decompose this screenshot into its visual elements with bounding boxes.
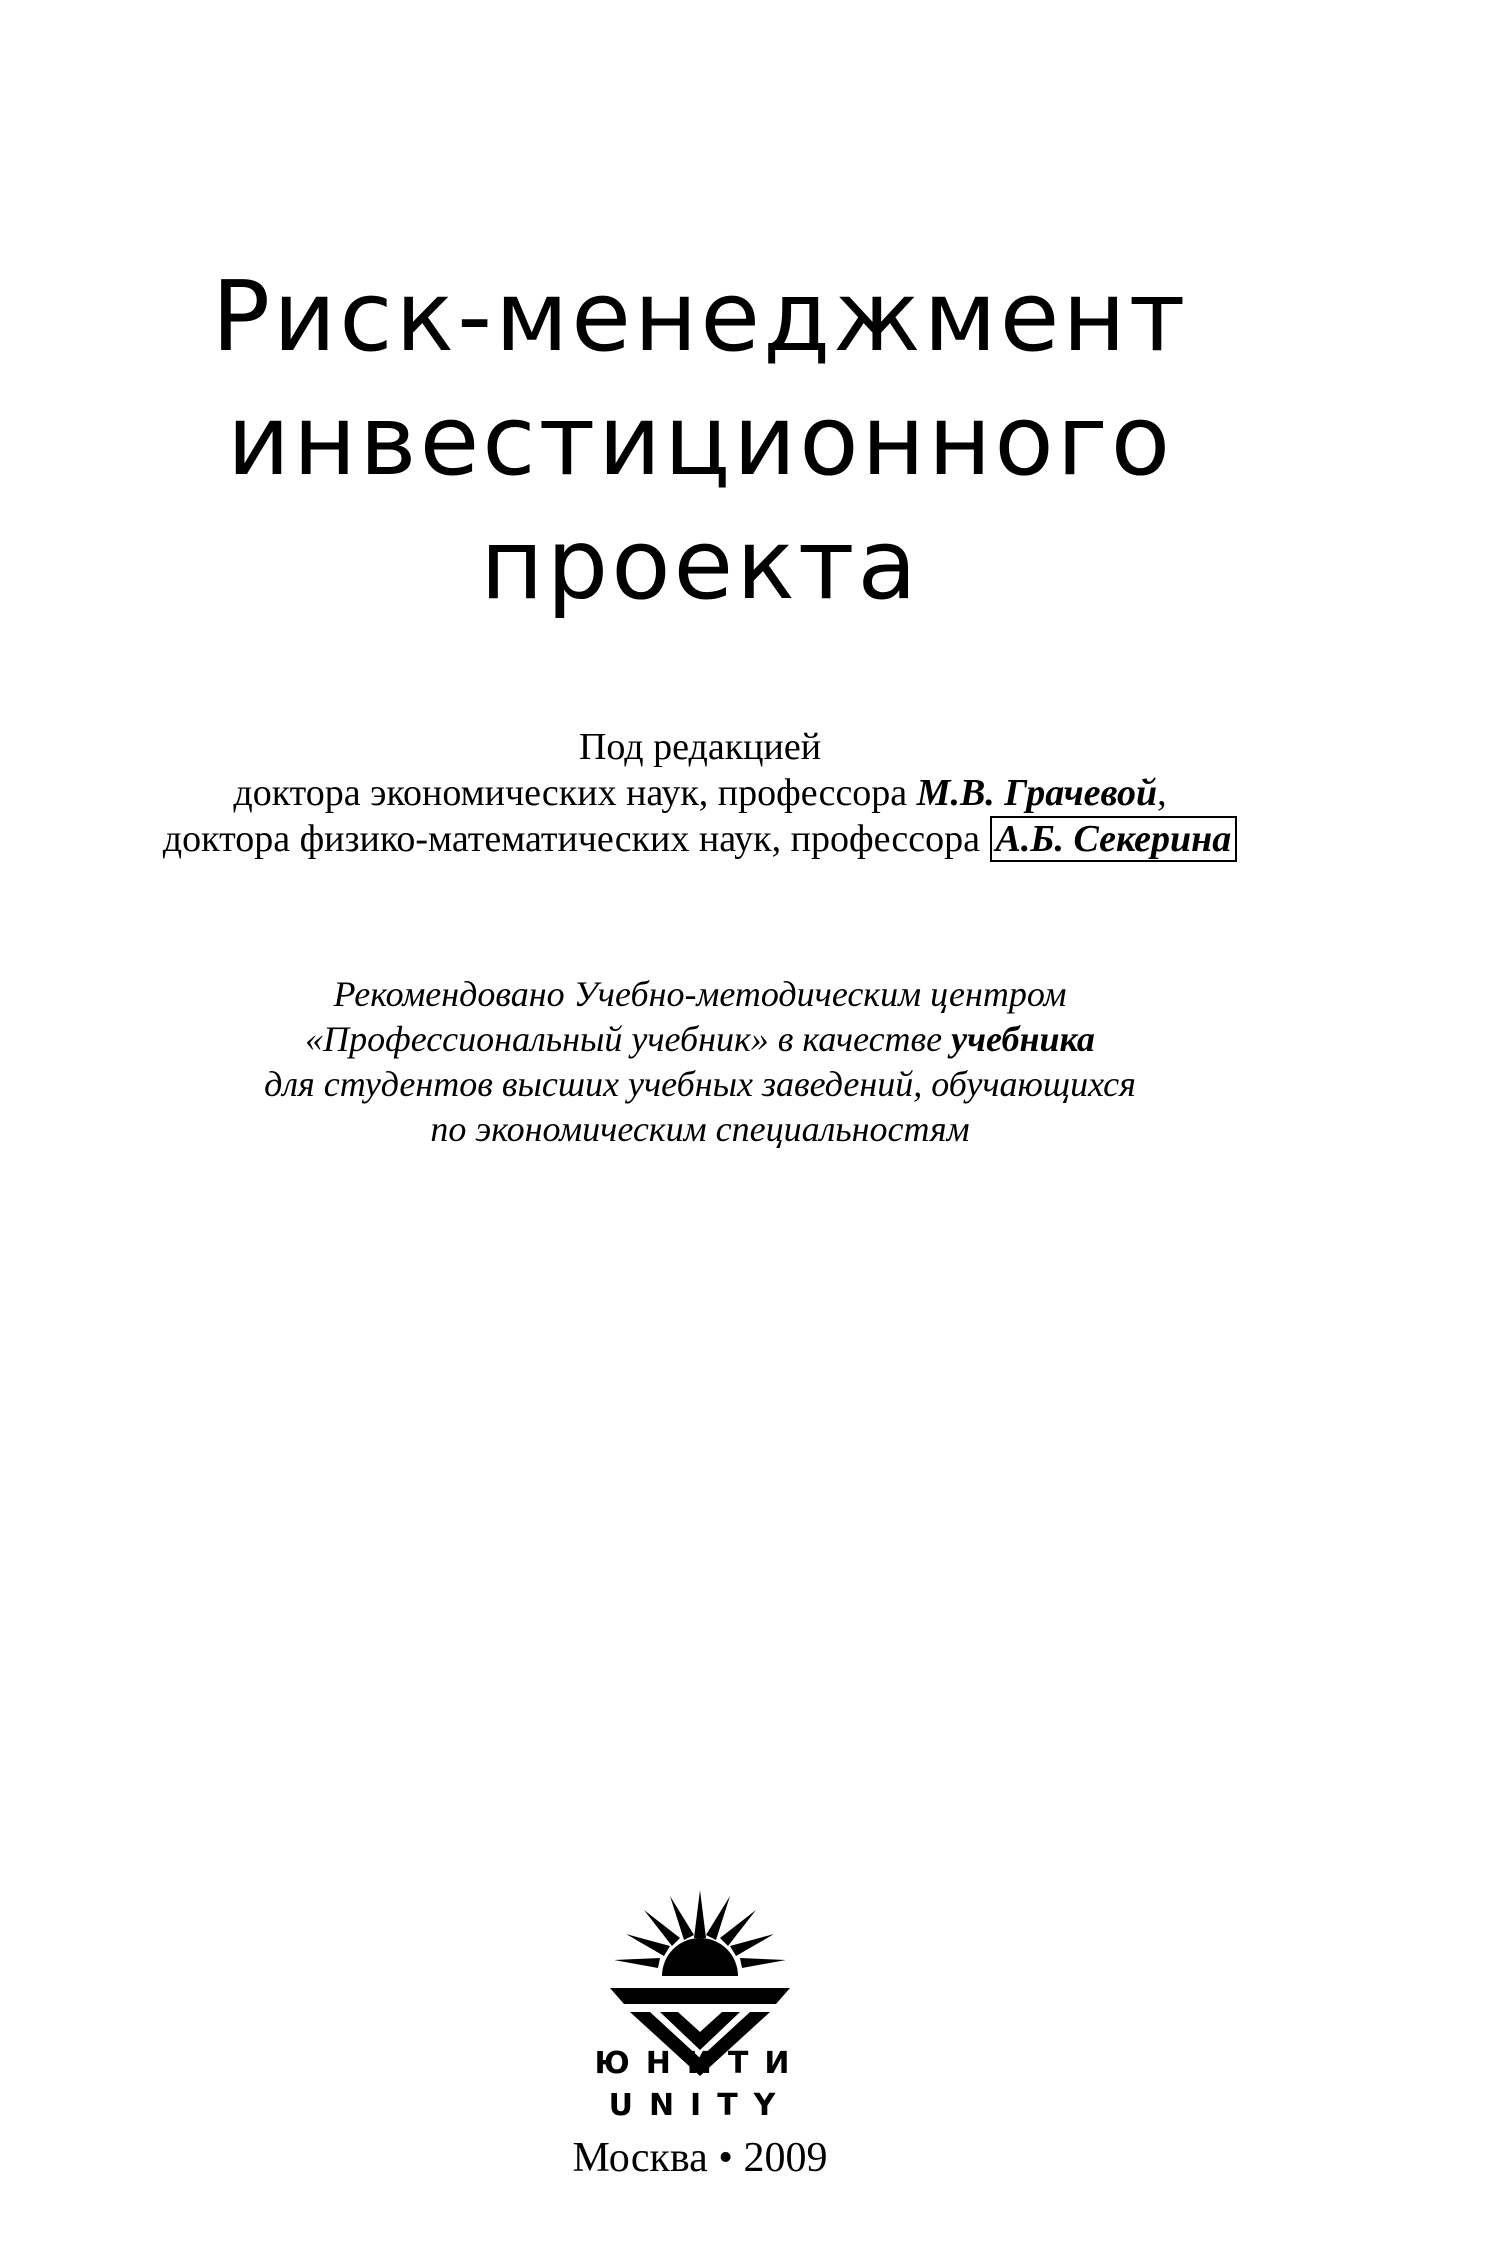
editor-2-name: А.Б. Секерина (990, 816, 1238, 862)
title-line-3: проекта (480, 508, 920, 621)
editor-2 (0, 816, 1400, 862)
imprint (0, 2134, 1400, 2182)
recommendation-line-4: по экономическим специальностям (430, 1109, 970, 1149)
editor-1 (0, 770, 1400, 816)
editor-1-credentials: доктора экономических наук, профессора (233, 772, 917, 814)
editor-1-name: М.В. Грачевой (916, 772, 1158, 814)
recommendation-textbook-word: учебника (951, 1019, 1095, 1059)
editor-1-comma: , (1157, 772, 1167, 814)
title-line-1: Риск-менеджмент (211, 260, 1189, 373)
recommendation-block (0, 972, 1400, 1152)
editor-2-credentials: доктора физико-математических наук, профессора (162, 818, 990, 860)
imprint-separator: • (718, 2135, 734, 2181)
imprint-city: Москва (572, 2135, 708, 2181)
recommendation-line-1: Рекомендовано Учебно-методическим центром (333, 974, 1067, 1014)
recommendation-line-2 (0, 1017, 1400, 1062)
book-title (0, 255, 1400, 627)
publisher-name-en: UNITY (608, 2088, 792, 2123)
editors-intro: Под редакцией (578, 726, 822, 768)
title-line-2: инвестиционного (226, 384, 1174, 497)
publisher-name-ru: ЮНИТИ (594, 2046, 806, 2081)
recommendation-line-3: для студентов высших учебных заведений, обучающихся (264, 1064, 1136, 1104)
imprint-year: 2009 (743, 2135, 828, 2181)
editors-block (0, 724, 1400, 862)
recommendation-line-2-text: «Профессиональный учебник» в качестве (305, 1019, 952, 1059)
